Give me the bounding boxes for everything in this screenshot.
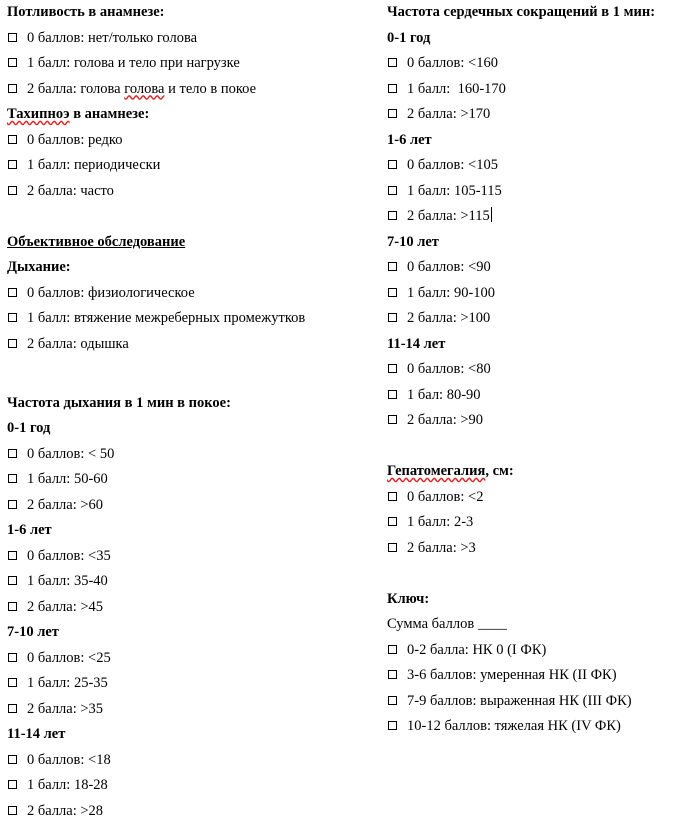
checkbox-icon[interactable] <box>8 449 17 458</box>
checkbox-item[interactable]: 0 баллов: <160 <box>387 51 687 77</box>
section-title-key: Ключ: <box>387 587 687 613</box>
checkbox-item[interactable]: 1 балл: 50-60 <box>7 467 377 493</box>
checkbox-icon[interactable] <box>8 160 17 169</box>
checkbox-icon[interactable] <box>388 696 397 705</box>
checkbox-icon[interactable] <box>388 390 397 399</box>
age-group-label: 0-1 год <box>7 416 377 442</box>
checkbox-item[interactable]: 1 балл: втяжение межреберных промежутков <box>7 306 377 332</box>
checkbox-icon[interactable] <box>388 492 397 501</box>
checkbox-item[interactable]: 2 балла: одышка <box>7 332 377 358</box>
checkbox-item[interactable]: 2 балла: >90 <box>387 408 687 434</box>
age-group-label: 7-10 лет <box>7 620 377 646</box>
checkbox-icon[interactable] <box>388 109 397 118</box>
checkbox-item[interactable]: 7-9 баллов: выраженная НК (III ФК) <box>387 689 687 715</box>
checkbox-icon[interactable] <box>8 755 17 764</box>
checkbox-icon[interactable] <box>388 415 397 424</box>
checkbox-item[interactable]: 0 баллов: редко <box>7 128 377 154</box>
checkbox-icon[interactable] <box>388 211 397 220</box>
checkbox-icon[interactable] <box>388 160 397 169</box>
checkbox-item[interactable]: 0 баллов: <18 <box>7 748 377 774</box>
checkbox-icon[interactable] <box>388 58 397 67</box>
age-group-label: 0-1 год <box>387 26 687 52</box>
checkbox-item[interactable]: 1 балл: 90-100 <box>387 281 687 307</box>
spellcheck-flag: Тахипноэ <box>7 106 70 122</box>
age-group-label: 11-14 лет <box>387 332 687 358</box>
age-group-label: 1-6 лет <box>7 518 377 544</box>
checkbox-icon[interactable] <box>388 721 397 730</box>
checkbox-item[interactable]: 1 балл: 25-35 <box>7 671 377 697</box>
checkbox-icon[interactable] <box>8 58 17 67</box>
checkbox-icon[interactable] <box>388 364 397 373</box>
checkbox-icon[interactable] <box>388 543 397 552</box>
age-group-label: 11-14 лет <box>7 722 377 748</box>
checkbox-item[interactable]: 2 балла: >170 <box>387 102 687 128</box>
checkbox-item[interactable]: 1 балл: голова и тело при нагрузке <box>7 51 377 77</box>
section-title-tachypnea: Тахипноэ в анамнезе: <box>7 102 377 128</box>
checkbox-icon[interactable] <box>8 474 17 483</box>
checkbox-item[interactable]: 2 балла: голова голова и тело в покое <box>7 77 377 103</box>
right-column <box>387 0 687 740</box>
checkbox-icon[interactable] <box>8 653 17 662</box>
checkbox-item[interactable]: 2 балла: >60 <box>7 493 377 519</box>
checkbox-icon[interactable] <box>8 576 17 585</box>
checkbox-icon[interactable] <box>388 670 397 679</box>
section-title-heart-rate: Частота сердечных сокращений в 1 мин: <box>387 0 687 26</box>
score-sum-field: Сумма баллов ____ <box>387 612 687 638</box>
checkbox-icon[interactable] <box>8 704 17 713</box>
checkbox-item[interactable]: 1 балл: 2-3 <box>387 510 687 536</box>
checkbox-item[interactable]: 0 баллов: <25 <box>7 646 377 672</box>
section-title-objective: Объективное обследование <box>7 230 377 256</box>
checkbox-icon[interactable] <box>8 678 17 687</box>
checkbox-icon[interactable] <box>388 645 397 654</box>
checkbox-icon[interactable] <box>8 551 17 560</box>
checkbox-icon[interactable] <box>388 186 397 195</box>
checkbox-item[interactable]: 1 балл: 35-40 <box>7 569 377 595</box>
checkbox-item[interactable]: 2 балла: >28 <box>7 799 377 824</box>
spellcheck-flag: голова <box>124 81 164 97</box>
checkbox-item[interactable]: 0 баллов: <2 <box>387 485 687 511</box>
checkbox-icon[interactable] <box>8 500 17 509</box>
checkbox-item[interactable]: 2 балла: >35 <box>7 697 377 723</box>
checkbox-icon[interactable] <box>388 262 397 271</box>
checkbox-item[interactable]: 3-6 баллов: умеренная НК (II ФК) <box>387 663 687 689</box>
text-cursor <box>491 207 492 222</box>
checkbox-icon[interactable] <box>8 806 17 815</box>
checkbox-item[interactable]: 0 баллов: физиологическое <box>7 281 377 307</box>
checkbox-icon[interactable] <box>388 84 397 93</box>
checkbox-item[interactable]: 1 балл: 105-115 <box>387 179 687 205</box>
age-group-label: 1-6 лет <box>387 128 687 154</box>
checkbox-item[interactable]: 1 балл: 160-170 <box>387 77 687 103</box>
age-group-label: 7-10 лет <box>387 230 687 256</box>
checkbox-icon[interactable] <box>8 186 17 195</box>
subsection-title-breathing: Дыхание: <box>7 255 377 281</box>
checkbox-icon[interactable] <box>8 135 17 144</box>
checkbox-icon[interactable] <box>8 339 17 348</box>
checkbox-item[interactable]: 0 баллов: нет/только голова <box>7 26 377 52</box>
checkbox-item[interactable]: 0 баллов: <35 <box>7 544 377 570</box>
checkbox-item[interactable]: 2 балла: >115 <box>387 204 687 230</box>
checkbox-item[interactable]: 0 баллов: <90 <box>387 255 687 281</box>
checkbox-icon[interactable] <box>388 517 397 526</box>
checkbox-icon[interactable] <box>8 288 17 297</box>
checkbox-item[interactable]: 0-2 балла: НК 0 (I ФК) <box>387 638 687 664</box>
checkbox-icon[interactable] <box>8 602 17 611</box>
checkbox-item[interactable]: 10-12 баллов: тяжелая НК (IV ФК) <box>387 714 687 740</box>
checkbox-item[interactable]: 1 бал: 80-90 <box>387 383 687 409</box>
section-title-resp-rate: Частота дыхания в 1 мин в покое: <box>7 391 377 417</box>
checkbox-item[interactable]: 2 балла: >3 <box>387 536 687 562</box>
checkbox-icon[interactable] <box>8 780 17 789</box>
checkbox-icon[interactable] <box>388 313 397 322</box>
checkbox-item[interactable]: 0 баллов: <105 <box>387 153 687 179</box>
checkbox-item[interactable]: 0 баллов: <80 <box>387 357 687 383</box>
checkbox-item[interactable]: 0 баллов: < 50 <box>7 442 377 468</box>
section-title-hepatomegaly: Гепатомегалия, см: <box>387 459 687 485</box>
section-title-sweating: Потливость в анамнезе: <box>7 0 377 26</box>
checkbox-icon[interactable] <box>8 313 17 322</box>
left-column <box>7 0 377 824</box>
checkbox-item[interactable]: 1 балл: периодически <box>7 153 377 179</box>
checkbox-icon[interactable] <box>8 84 17 93</box>
checkbox-icon[interactable] <box>388 288 397 297</box>
checkbox-item[interactable]: 2 балла: >45 <box>7 595 377 621</box>
checkbox-item[interactable]: 2 балла: часто <box>7 179 377 205</box>
checkbox-icon[interactable] <box>8 33 17 42</box>
checkbox-item[interactable]: 1 балл: 18-28 <box>7 773 377 799</box>
checkbox-item[interactable]: 2 балла: >100 <box>387 306 687 332</box>
spellcheck-flag: Гепатомегалия <box>387 463 485 479</box>
